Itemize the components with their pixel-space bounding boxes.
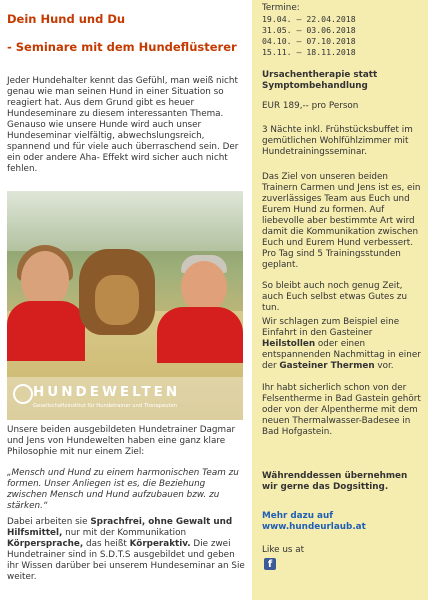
facebook-icon[interactable]: f [264, 558, 276, 570]
woman-shirt [7, 301, 85, 361]
suggestion-a: Wir schlagen zum Beispiel eine Einfahrt in den Gasteiner [262, 317, 400, 338]
time-text: So bleibt auch noch genug Zeit, auch Euch selbst etwas Gutes zu tun. [262, 281, 408, 313]
suggestion-text [262, 317, 424, 372]
method-text-f: Körperaktiv. [129, 539, 191, 549]
method-text-b: Sprachfrei, ohne Gewalt und Hilfsmittel, [7, 517, 233, 538]
suggestion-thermen: Gasteiner Thermen [279, 361, 375, 371]
thermal-text: Ihr habt sicherlich schon von der Felsentherme in Bad Gastein gehört oder von der Alpentherme mit dem neuen Thermalwasser-Badesee in Bad Hofgastein. [262, 383, 421, 437]
suggestion-c: oder einen entspannenden Nachmittag in einer der [262, 339, 421, 371]
photo-sky [7, 191, 243, 251]
philosophy-quote: „Mensch und Hund zu einem harmonischen Team zu formen. Unser Anliegen ist es, die Beziehung zwischen Mensch und Hund aufzubauen bzw. zu stärken.“ [7, 468, 239, 511]
suggestion-e: vor. [374, 361, 394, 371]
more-info [262, 511, 424, 533]
method-text-d: Körpersprache, [7, 539, 84, 549]
intro-text: Jeder Hundehalter kennt das Gefühl, man weiß nicht genau wie man seinen Hund in einer Situation so reagiert hat. Aus dem Grund gibt es heuer Hundeseminare zu diesem interessanten Thema. Genauso wie unsere Hunde wird auch unser Hundeseminar vielfältig, abwechslungsreich, spannend und für viele auch überraschend sein. Der ein oder andere Aha- Effekt wird sicher auch nicht fehlen. [7, 76, 239, 174]
date-2: 31.05. – 03.06.2018 [262, 25, 356, 35]
termine-label: Termine: [262, 3, 300, 13]
page-title: Dein Hund und Du [7, 12, 126, 26]
more-label: Mehr dazu auf [262, 511, 334, 521]
nights-text: 3 Nächte inkl. Frühstücksbuffet im gemütlichen Wohlfühlzimmer mit Hundetrainingsseminar. [262, 125, 413, 157]
like-label: Like us at [262, 545, 305, 555]
date-4: 15.11. – 18.11.2018 [262, 47, 356, 57]
date-1: 19.04. – 22.04.2018 [262, 14, 356, 24]
method-text-a: Dabei arbeiten sie [7, 517, 91, 527]
hundeurlaub-link[interactable]: www.hundeurlaub.at [262, 522, 366, 532]
dog-face [95, 275, 139, 325]
dogsitting-text: Währenddessen übernehmen wir gerne das Dogsitting. [262, 471, 408, 492]
hundewelten-logo-icon [13, 384, 33, 404]
hundewelten-tagline: Gesellschaftsinstitut für Hundetrainer und Therapeuten [33, 403, 178, 409]
goal-text: Das Ziel von unseren beiden Trainern Carmen und Jens ist es, ein zuverlässiges Team aus Euch und Eurem Hund zu formen. Auf liebevolle aber bestimmte Art wird damit die Kommunikation zwischen Euch und Eurem Hund verbessert. Pro Tag sind 5 Trainingsstunden geplant. [262, 172, 421, 270]
method-text-c: nur mit der Kommunikation [62, 528, 187, 538]
date-3: 04.10. – 07.10.2018 [262, 36, 356, 46]
suggestion-heilstollen: Heilstollen [262, 339, 316, 349]
trainers-paragraph: Unsere beiden ausgebildeten Hundetrainer Dagmar und Jens von Hundewelten haben eine ganz klare Philosophie mit nur einem Ziel: [7, 425, 236, 457]
offer-title: Ursachentherapie statt Symptombehandlung [262, 70, 378, 91]
man-face [181, 261, 227, 313]
price: EUR 189,-- pro Person [262, 101, 359, 111]
trainers-photo [7, 191, 243, 420]
method-text-g: Die zwei Hundetrainer sind in S.D.T.S ausgebildet und geben ihr Wissen darüber bei unserem Hundeseminar an Sie weiter. [7, 539, 245, 582]
page-subtitle: - Seminare mit dem Hundeflüsterer [7, 40, 237, 54]
hundewelten-logo: HUNDEWELTEN [33, 384, 181, 400]
man-shirt [157, 307, 243, 363]
method-paragraph [7, 517, 245, 583]
method-text-e: das heißt [83, 539, 130, 549]
